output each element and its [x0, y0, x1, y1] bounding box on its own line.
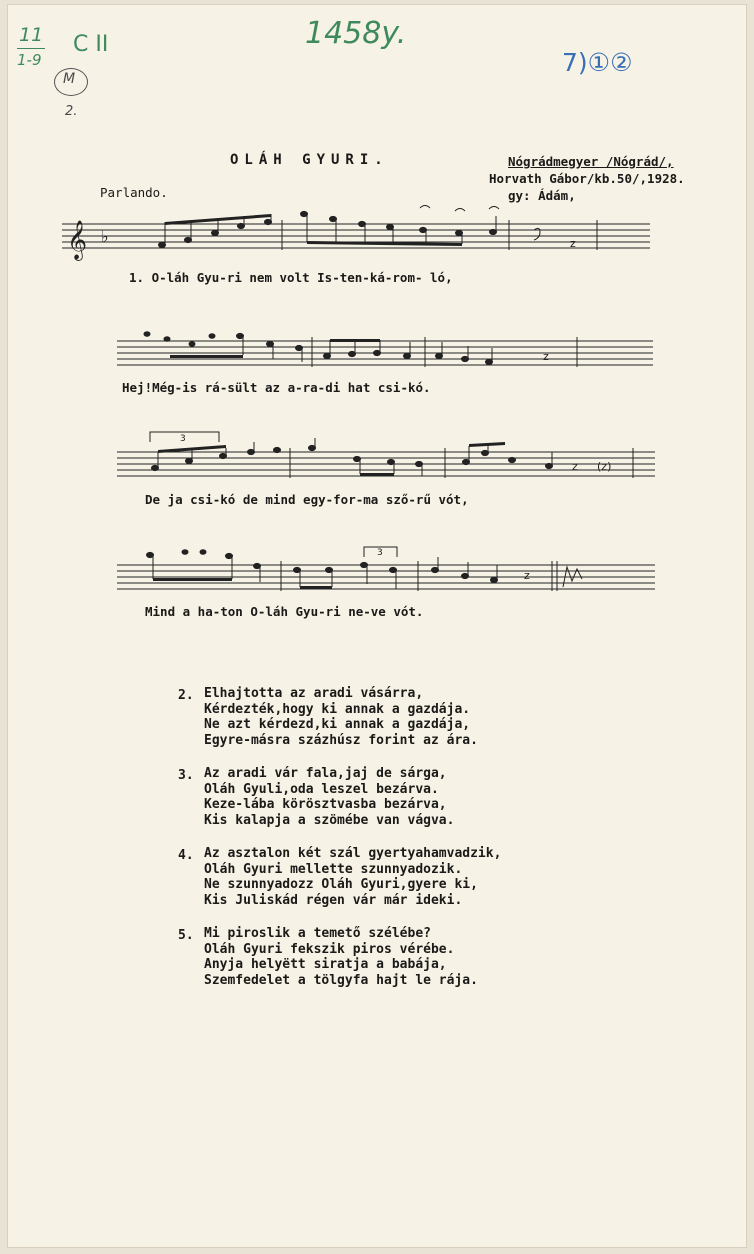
staff-3: [117, 432, 655, 478]
verse-line: Elhajtotta az aradi vásárra,: [204, 686, 424, 701]
staff-2: [117, 332, 653, 367]
svg-text:𝄞: 𝄞: [67, 220, 88, 260]
music-score: [7, 4, 747, 644]
tempo-marking: Parlando.: [100, 185, 168, 200]
verse-line: Kis kalapja a szömébe van vágva.: [204, 812, 455, 828]
location: Nógrádmegyer /Nógrád/,: [508, 154, 674, 169]
lyric-line-1: 1. O-láh Gyu-ri nem volt Is-ten-ká-rom- ló,: [129, 270, 453, 285]
lyric-line-2: Hej!Még-is rá-sült az a-ra-di hat csi-kó.: [122, 380, 431, 395]
svg-text:z: z: [570, 237, 576, 250]
verse-line: Egyre-másra százhúsz forint az ára.: [204, 732, 478, 748]
verse-line: Kis Juliskád régen vár már ideki.: [204, 892, 463, 908]
verse-lines: [204, 766, 454, 828]
verse-line: Ne azt kérdezd,ki annak a gazdája,: [204, 717, 471, 733]
collector: Horvath Gábor/kb.50/,1928.: [489, 171, 685, 186]
lyric-line-4: Mind a ha-ton O-láh Gyu-ri ne-ve vót.: [145, 604, 424, 619]
svg-text:z: z: [524, 569, 530, 582]
verse-line: Oláh Gyuri fekszik piros vérébe.: [204, 941, 455, 957]
folio-number-top: 11: [19, 24, 44, 46]
verse-number: 4.: [178, 848, 194, 863]
song-title: OLÁH GYURI.: [230, 152, 389, 168]
verse-line: Oláh Gyuli,oda leszel bezárva.: [204, 781, 439, 797]
verse-line: Az asztalon két szál gyertyahamvadzik,: [204, 846, 502, 861]
verse-line: Oláh Gyuri mellette szunnyadozik.: [204, 861, 463, 877]
lyric-line-3: De ja csi-kó de mind egy-for-ma sző-rű vót,: [145, 492, 469, 507]
staff-4: [117, 547, 655, 591]
verse-number: 2.: [178, 688, 194, 703]
verse-number: 5.: [178, 928, 194, 943]
svg-text:3: 3: [180, 434, 186, 444]
svg-text:z: z: [543, 350, 549, 363]
document-page: [7, 4, 747, 1248]
circled-note-top: M: [63, 71, 76, 87]
circled-note-bottom: 2.: [65, 104, 78, 119]
verse-line: Anyja helyëtt siratja a babája,: [204, 957, 447, 973]
verse-lines: [204, 686, 478, 748]
verse-number: 3.: [178, 768, 194, 783]
collected-by: gy: Ádám,: [508, 188, 576, 203]
svg-text:♭: ♭: [101, 227, 109, 246]
verse-line: Az aradi vár fala,jaj de sárga,: [204, 766, 447, 781]
svg-text:3: 3: [377, 548, 383, 558]
verse-line: Ne szunnyadozz Oláh Gyuri,gyere ki,: [204, 877, 478, 893]
class-mark: C II: [73, 32, 109, 57]
verse-line: Kérdezték,hogy ki annak a gazdája.: [204, 701, 471, 717]
svg-text:z: z: [572, 460, 578, 473]
folio-number-bottom: 1-9: [17, 51, 42, 69]
catalog-number: 1458y.: [305, 16, 407, 51]
svg-text:(z): (z): [597, 460, 612, 473]
verse-lines: [204, 926, 478, 988]
verse-lines: [204, 846, 501, 908]
reference-marks: 7)①②: [562, 48, 633, 77]
staff-1: [62, 206, 650, 262]
verse-line: Szemfedelet a tölgyfa hajt le rája.: [204, 972, 478, 988]
verse-line: Mi piroslik a temető szélébe?: [204, 926, 431, 941]
verse-line: Keze-lába körösztvasba bezárva,: [204, 797, 447, 813]
